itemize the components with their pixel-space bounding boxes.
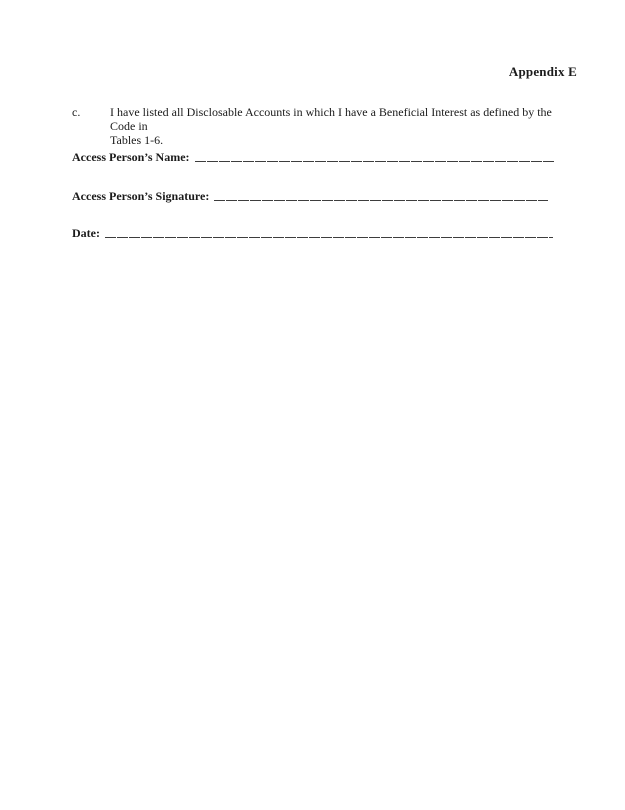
access-person-name-label: Access Person’s Name:	[72, 150, 190, 164]
date-label: Date:	[72, 226, 100, 240]
field-access-person-signature	[72, 190, 548, 203]
list-item-text	[110, 105, 562, 147]
list-item-c	[72, 105, 562, 147]
appendix-header: Appendix E	[508, 64, 577, 79]
field-access-person-name	[72, 151, 554, 164]
access-person-signature-line	[214, 200, 548, 201]
list-item-text-line2: Tables 1-6.	[110, 133, 164, 147]
access-person-signature-label: Access Person’s Signature:	[72, 189, 210, 203]
list-item-text-line1: I have listed all Disclosable Accounts in which I have a Beneficial Interest as defined by the Code in	[110, 105, 552, 133]
access-person-name-line	[195, 161, 554, 162]
field-date	[72, 227, 553, 240]
list-item-marker: c.	[72, 105, 81, 119]
date-line	[105, 237, 553, 238]
